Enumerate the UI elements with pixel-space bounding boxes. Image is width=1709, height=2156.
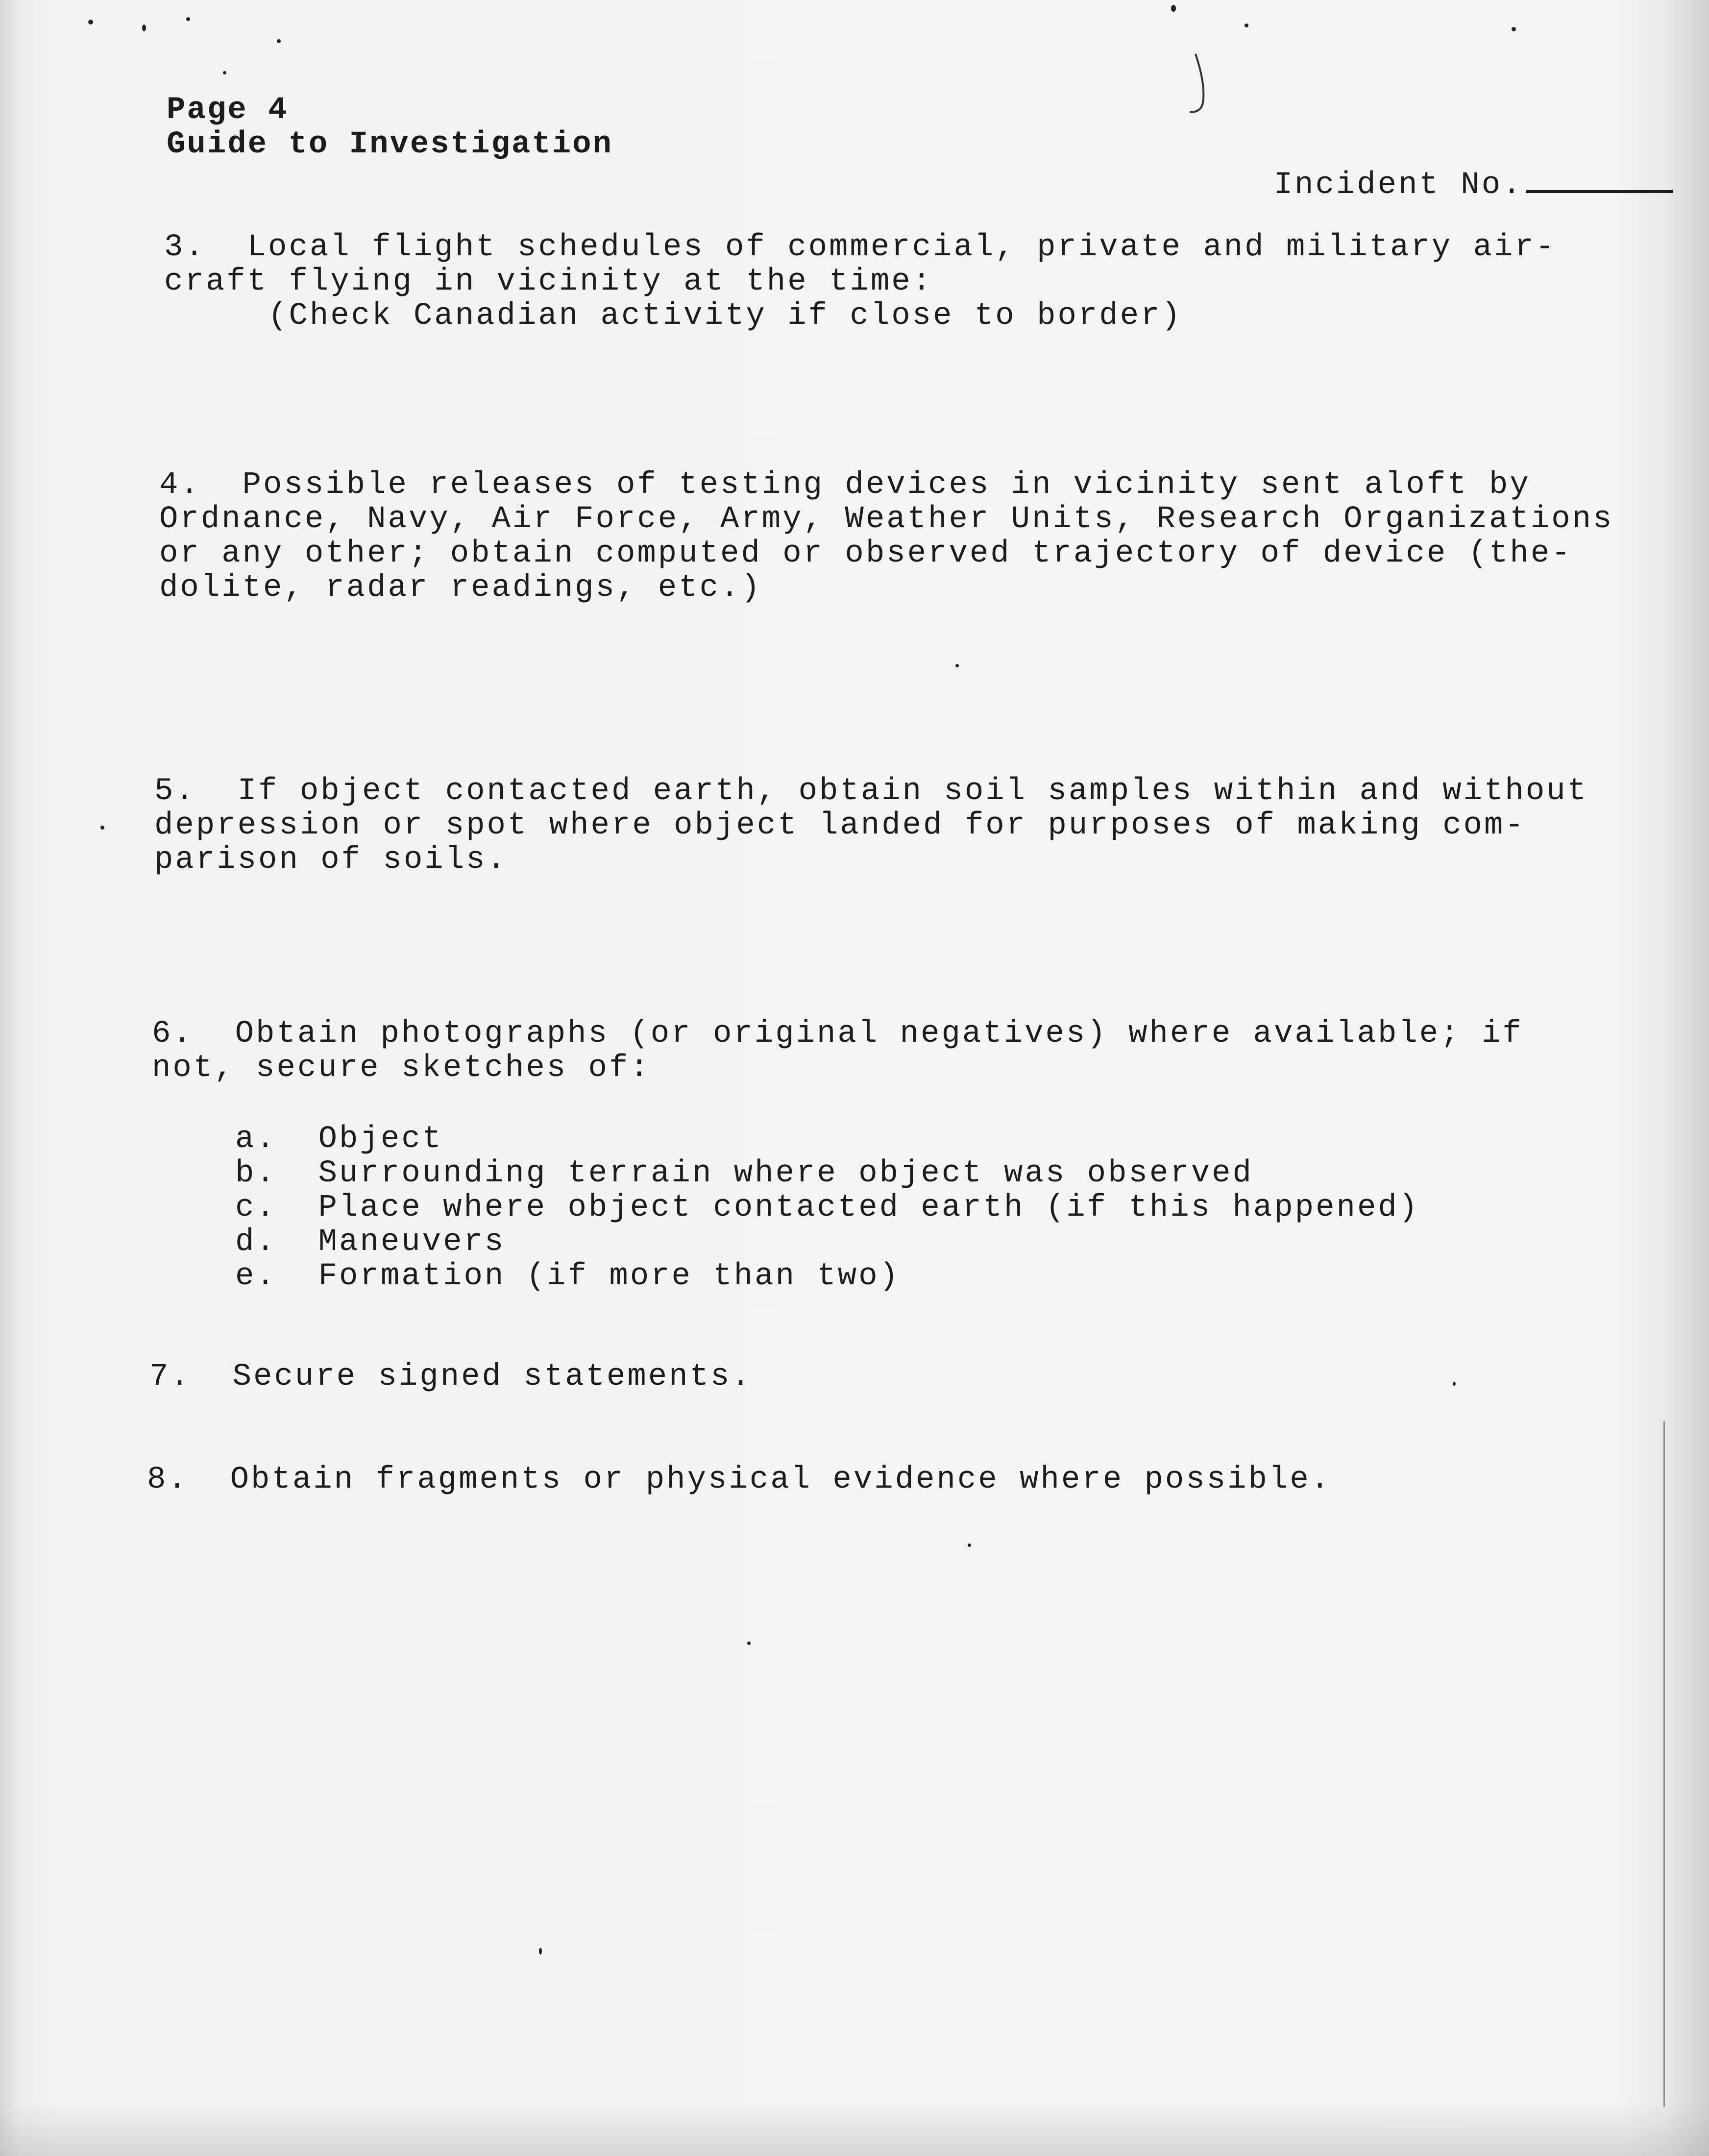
item-4-line: 4. Possible releases of testing devices in vicinity sent aloft by: [159, 467, 1531, 503]
scan-speck: [100, 826, 104, 830]
item-6-subitem: d. Maneuvers: [235, 1225, 506, 1260]
item-6-subitem: a. Object: [235, 1122, 443, 1157]
item-4-line: or any other; obtain computed or observed trajectory of device (the-: [159, 536, 1572, 571]
item-3-line: 3. Local flight schedules of commercial, private and military air-: [164, 230, 1557, 265]
page-shadow-bottom: [0, 2102, 1709, 2156]
item-4-line: Ordnance, Navy, Air Force, Army, Weather Units, Research Organizations: [159, 502, 1614, 537]
scan-speck: [1171, 5, 1176, 12]
scan-speck: [747, 1642, 751, 1645]
item-4-line: dolite, radar readings, etc.): [159, 570, 762, 606]
scan-speck: [88, 20, 93, 24]
item-3-line: craft flying in vicinity at the time:: [164, 264, 933, 299]
page-number: Page 4: [167, 93, 289, 128]
item-5-line: parison of soils.: [154, 842, 508, 878]
item-5-line: 5. If object contacted earth, obtain soil samples within and without: [154, 774, 1588, 809]
scan-speck: [955, 664, 959, 667]
scan-speck: [142, 24, 146, 31]
item-6-line: 6. Obtain photographs (or original negatives) where available; if: [152, 1016, 1523, 1052]
item-3-line: (Check Canadian activity if close to border): [164, 298, 1182, 334]
item-6-subitem: e. Formation (if more than two): [235, 1259, 900, 1294]
scan-speck: [186, 17, 190, 21]
scan-speck: [223, 71, 226, 74]
item-5-line: depression or spot where object landed for purposes of making com-: [154, 808, 1526, 843]
incident-number-label: Incident No.: [1273, 168, 1523, 203]
item-6-subitem: c. Place where object contacted earth (if this happened): [235, 1190, 1420, 1225]
incident-number-blank: [1526, 165, 1673, 193]
incident-number-field: [1191, 130, 1673, 237]
page-edge-line: [1663, 1421, 1665, 2107]
document-title: Guide to Investigation: [167, 127, 613, 162]
item-8-line: 8. Obtain fragments or physical evidence where possible.: [147, 1462, 1332, 1497]
item-7-line: 7. Secure signed statements.: [149, 1359, 752, 1395]
scan-speck: [1512, 27, 1516, 31]
item-6-subitem: b. Surrounding terrain where object was observed: [235, 1156, 1253, 1191]
scan-speck: [968, 1544, 971, 1547]
scan-speck: [1245, 24, 1248, 27]
item-6-line: not, secure sketches of:: [152, 1051, 651, 1086]
scan-speck: [539, 1948, 542, 1955]
scan-speck: [277, 39, 281, 43]
pencil-mark-icon: [1186, 49, 1215, 118]
scan-speck: [1453, 1382, 1456, 1386]
